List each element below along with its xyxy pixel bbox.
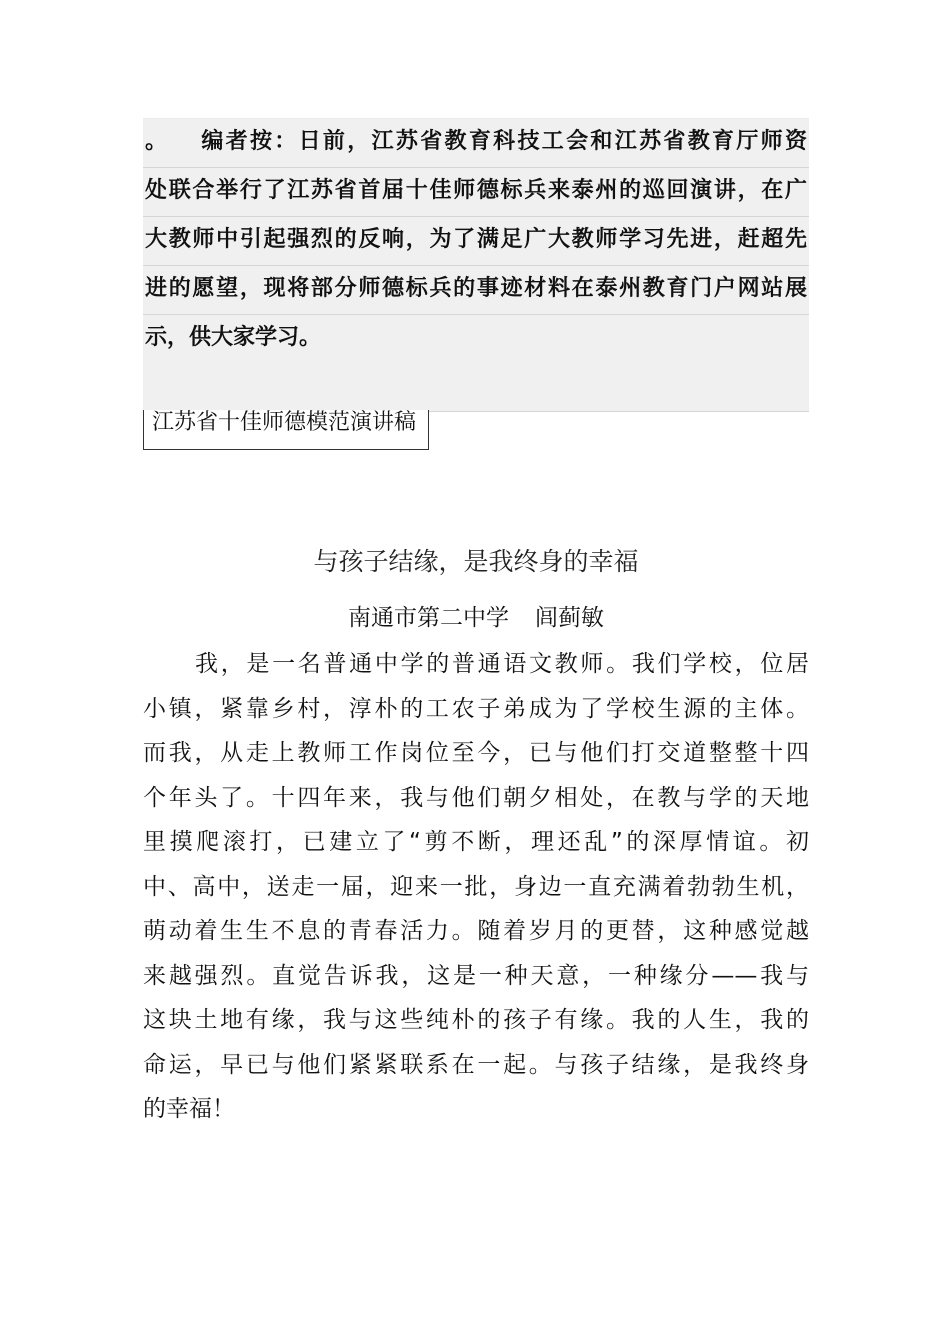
author-school: 南通市第二中学 (348, 605, 509, 631)
article-title: 与孩子结缘，是我终身的幸福 (313, 547, 639, 576)
body-line: 中、高中，送走一届，迎来一批，身边一直充满着勃勃生机， (143, 873, 809, 900)
body-line: 小镇，紧靠乡村，淳朴的工农子弟成为了学校生源的主体。 (143, 695, 809, 722)
body-line: 个年头了。十四年来，我与他们朝夕相处，在教与学的天地 (143, 784, 809, 811)
editor-note-spacer (143, 361, 809, 412)
body-line: 的幸福！ (143, 1096, 235, 1122)
article-body (143, 642, 809, 1132)
body-line: 里摸爬滚打，已建立了“剪不断，理还乱”的深厚情谊。初 (143, 829, 809, 855)
body-line: 命运，早已与他们紧紧联系在一起。与孩子结缘，是我终身 (143, 1051, 809, 1078)
editor-note-line: 示，供大家学习。 (143, 315, 809, 361)
editor-note-text: 编者按：日前，江苏省教育科技工会和江苏省教育厅师资 (199, 129, 807, 154)
editor-note (143, 118, 809, 412)
speech-label-text: 江苏省十佳师德模范演讲稿 (152, 410, 417, 435)
editor-note-line: 大教师中引起强烈的反响，为了满足广大教师学习先进，赶超先 (143, 217, 809, 266)
article-byline (143, 598, 809, 638)
speech-label-box (143, 410, 429, 450)
body-line: 这块土地有缘，我与这些纯朴的孩子有缘。我的人生，我的 (143, 1007, 809, 1033)
body-line: 我，是一名普通中学的普通语文教师。我们学校，位居 (195, 651, 809, 677)
editor-note-bullet: 。 (145, 129, 168, 154)
editor-note-line: 处联合举行了江苏省首届十佳师德标兵来泰州的巡回演讲，在广 (143, 168, 809, 217)
editor-note-line: 进的愿望，现将部分师德标兵的事迹材料在泰州教育门户网站展 (143, 266, 809, 315)
body-line: 而我，从走上教师工作岗位至今，已与他们打交道整整十四 (143, 740, 809, 766)
editor-note-line (143, 118, 809, 168)
body-line: 萌动着生生不息的青春活力。随着岁月的更替，这种感觉越 (143, 918, 809, 944)
author-name: 闾蓟敏 (535, 605, 604, 631)
body-line: 来越强烈。直觉告诉我，这是一种天意，一种缘分——我与 (143, 962, 809, 989)
